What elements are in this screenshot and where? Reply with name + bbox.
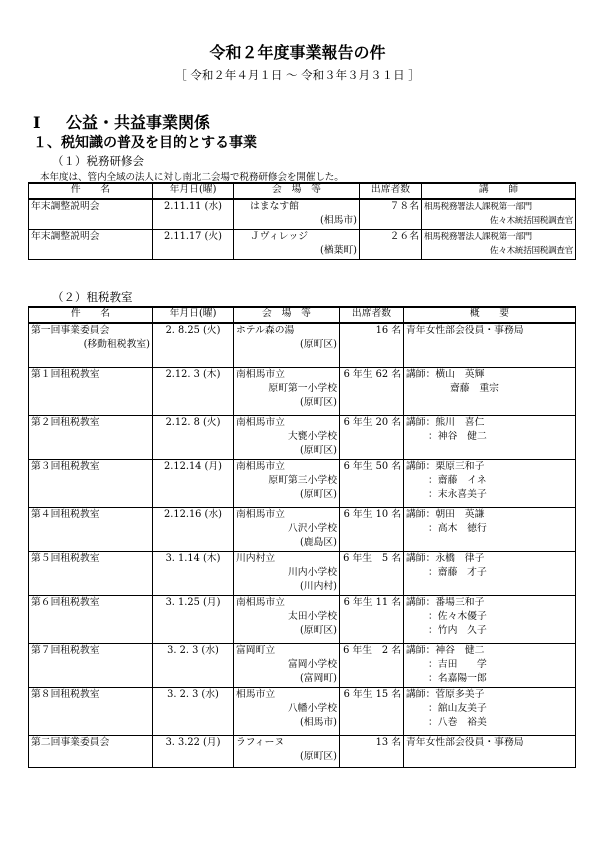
venue-name: 富岡町立 <box>236 644 276 656</box>
event-name: 第二回事業委員会 <box>31 736 110 748</box>
cell-count: 6 年生 62 名 <box>340 367 404 415</box>
cell-count: 16 名 <box>340 323 404 367</box>
venue-area: (原町区) <box>299 444 337 456</box>
cell-venue <box>234 507 340 551</box>
summary-line-3: ：八巻 裕美 <box>428 716 487 728</box>
summary-line-3: ：竹内 久子 <box>428 624 487 636</box>
cell-name <box>29 367 153 415</box>
cell-date: 2.11.11 (水) <box>153 199 234 229</box>
venue-school: 原町第一小学校 <box>268 382 337 394</box>
cell-summary <box>404 551 576 595</box>
table-header-row <box>29 307 576 323</box>
cell-summary <box>404 643 576 687</box>
summary-line-1: 講師：熊川 喜仁 <box>406 416 485 428</box>
cell-venue <box>234 323 340 367</box>
cell-date: 2.12.14 (月) <box>153 459 234 507</box>
header-count: 出席者数 <box>340 307 404 323</box>
venue-school: 大甕小学校 <box>288 430 337 442</box>
header-count: 出席者数 <box>360 183 422 199</box>
cell-date: 3. 2. 3 (水) <box>153 643 234 687</box>
cell-lecturer <box>422 199 576 229</box>
table-row <box>29 551 576 595</box>
cell-summary <box>404 415 576 459</box>
table-row <box>29 735 576 767</box>
venue-area: (富岡町) <box>299 672 337 684</box>
venue-area: (楢葉町) <box>319 244 357 256</box>
cell-summary <box>404 367 576 415</box>
cell-venue <box>234 367 340 415</box>
venue-name: Ｊヴィレッジ <box>250 230 309 242</box>
cell-venue <box>234 459 340 507</box>
venue-name: 相馬市立 <box>236 688 276 700</box>
cell-count: ７８名 <box>360 199 422 229</box>
cell-date: 2.12. 3 (木) <box>153 367 234 415</box>
summary-line-3: ：名嘉陽一郎 <box>428 672 487 684</box>
summary-line-1: 講師：神谷 健二 <box>406 644 485 656</box>
summary-line-2: ：齋藤 才子 <box>428 566 487 578</box>
cell-date: 2.12.16 (水) <box>153 507 234 551</box>
cell-date: 2.11.17 (火) <box>153 229 234 259</box>
cell-count: 6 年生 2 名 <box>340 643 404 687</box>
venue-area: (相馬市) <box>299 716 337 728</box>
venue-name: 南相馬市立 <box>236 508 285 520</box>
cell-summary <box>404 323 576 367</box>
lecturer-title: 佐々木統括国税調査官 <box>490 245 573 256</box>
section-heading-1 <box>33 110 210 133</box>
cell-name <box>29 687 153 735</box>
venue-school: 原町第三小学校 <box>268 474 337 486</box>
event-name: 第７回租税教室 <box>31 644 100 656</box>
table-row <box>29 507 576 551</box>
header-lecturer: 講 師 <box>422 183 576 199</box>
venue-area: (原町区) <box>299 396 337 408</box>
venue-name: 南相馬市立 <box>236 596 285 608</box>
venue-name: 南相馬市立 <box>236 460 285 472</box>
venue-school: 八幡小学校 <box>288 702 337 714</box>
cell-summary <box>404 507 576 551</box>
summary-line-3: ：末永喜美子 <box>428 488 487 500</box>
summary-line-2: ：神谷 健二 <box>428 430 487 442</box>
item-heading-tax-class: （２）租税教室 <box>52 290 133 304</box>
venue-area: (原町区) <box>299 624 337 636</box>
event-name: 第８回租税教室 <box>31 688 100 700</box>
cell-summary <box>404 595 576 643</box>
cell-date: 3. 3.22 (月) <box>153 735 234 767</box>
summary-line-1: 講師：永橋 律子 <box>406 552 485 564</box>
cell-name <box>29 551 153 595</box>
table-row <box>29 367 576 415</box>
cell-count: ２６名 <box>360 229 422 259</box>
cell-name: 年末調整説明会 <box>29 199 153 229</box>
cell-venue <box>234 687 340 735</box>
summary-line-2: 齋藤 重宗 <box>450 382 499 394</box>
seminar-note: 本年度は、管内全域の法人に対し南北二会場で税務研修会を開催した。 <box>40 172 344 183</box>
venue-area: (原町区) <box>299 339 337 350</box>
summary-line-1: 講師：菅原多美子 <box>406 688 485 700</box>
seminar-table <box>28 182 576 260</box>
cell-date: 3. 1.14 (木) <box>153 551 234 595</box>
cell-venue <box>234 229 360 259</box>
cell-count: 6 年生 15 名 <box>340 687 404 735</box>
lecturer-office: 相馬税務署法人課税第一部門 <box>424 202 532 212</box>
cell-summary <box>404 459 576 507</box>
event-name: 第５回租税教室 <box>31 552 100 564</box>
summary-line-1: 講師：横山 英輝 <box>406 368 485 380</box>
cell-count: 6 年生 11 名 <box>340 595 404 643</box>
section-label: 公益・共益事業関係 <box>66 113 211 132</box>
summary-line-1: 青年女性部会役員・事務局 <box>406 325 524 336</box>
cell-venue <box>234 735 340 767</box>
venue-name: 川内村立 <box>236 552 276 564</box>
summary-line-2: ：舘山友美子 <box>428 702 487 714</box>
cell-venue <box>234 415 340 459</box>
cell-name <box>29 595 153 643</box>
header-venue: 会 場 等 <box>234 183 360 199</box>
table-row <box>29 323 576 367</box>
item-heading-seminar: （１）税務研修会 <box>52 154 144 168</box>
summary-line-2: ：高木 徳行 <box>428 522 487 534</box>
summary-line-1: 講師：番場三和子 <box>406 596 485 608</box>
venue-school: 富岡小学校 <box>288 658 337 670</box>
table-row <box>29 459 576 507</box>
venue-area: (相馬市) <box>319 215 357 226</box>
cell-summary <box>404 687 576 735</box>
cell-count: 6 年生 5 名 <box>340 551 404 595</box>
table-row <box>29 229 576 259</box>
venue-school: 八沢小学校 <box>288 522 337 534</box>
event-name: 第４回租税教室 <box>31 508 100 520</box>
venue-name: ラフィーヌ <box>236 736 285 748</box>
header-date: 年月日(曜) <box>153 307 234 323</box>
cell-lecturer <box>422 229 576 259</box>
lecturer-office: 相馬税務署法人課税第一部門 <box>424 231 532 242</box>
cell-summary <box>404 735 576 767</box>
venue-school: 川内小学校 <box>288 566 337 578</box>
cell-count: 6 年生 50 名 <box>340 459 404 507</box>
tax-class-table <box>28 306 576 768</box>
cell-name <box>29 323 153 367</box>
lecturer-title: 佐々木統括国税調査官 <box>490 216 573 226</box>
subsection-heading: １、税知識の普及を目的とする事業 <box>33 135 257 151</box>
table-row <box>29 595 576 643</box>
cell-date: 3. 2. 3 (水) <box>153 687 234 735</box>
table-row <box>29 415 576 459</box>
cell-name <box>29 415 153 459</box>
cell-name <box>29 459 153 507</box>
venue-name: はまなす館 <box>250 201 299 212</box>
summary-line-2: ：吉田 学 <box>428 658 487 670</box>
cell-venue <box>234 551 340 595</box>
venue-name: 南相馬市立 <box>236 416 285 428</box>
document-title: 令和２年度事業報告の件 <box>209 43 386 62</box>
venue-area: (原町区) <box>299 750 337 762</box>
event-name: 第２回租税教室 <box>31 416 100 428</box>
venue-name: ホテル森の湯 <box>236 325 295 336</box>
venue-name: 南相馬市立 <box>236 368 285 380</box>
event-name: 第１回租税教室 <box>31 368 100 380</box>
cell-name <box>29 735 153 767</box>
fiscal-period: ［ 令和２年４月１日 ～ 令和３年３月３１日 ］ <box>175 68 420 82</box>
event-name: 第一回事業委員会 <box>31 325 110 336</box>
cell-venue <box>234 199 360 229</box>
summary-line-2: ：佐々木優子 <box>428 610 487 622</box>
cell-date: 3. 1.25 (月) <box>153 595 234 643</box>
table-row <box>29 687 576 735</box>
table-row <box>29 643 576 687</box>
cell-count: 13 名 <box>340 735 404 767</box>
cell-venue <box>234 643 340 687</box>
venue-area: (原町区) <box>299 488 337 500</box>
cell-venue <box>234 595 340 643</box>
section-number: Ⅰ <box>33 113 41 132</box>
header-name: 件 名 <box>29 183 153 199</box>
venue-area: (鹿島区) <box>299 536 337 548</box>
header-name: 件 名 <box>29 307 153 323</box>
cell-date: 2. 8.25 (火) <box>153 323 234 367</box>
table-header-row <box>29 183 576 199</box>
summary-line-1: 青年女性部会役員・事務局 <box>406 736 524 748</box>
cell-name <box>29 643 153 687</box>
cell-name <box>29 507 153 551</box>
event-subname: (移動租税教室) <box>83 339 150 350</box>
event-name: 第６回租税教室 <box>31 596 100 608</box>
cell-count: 6 年生 20 名 <box>340 415 404 459</box>
header-date: 年月日(曜) <box>153 183 234 199</box>
table-row <box>29 199 576 229</box>
venue-school: 太田小学校 <box>288 610 337 622</box>
cell-date: 2.12. 8 (火) <box>153 415 234 459</box>
summary-line-1: 講師：栗原三和子 <box>406 460 485 472</box>
event-name: 第３回租税教室 <box>31 460 100 472</box>
summary-line-2: ：齋藤 イネ <box>428 474 487 486</box>
cell-name: 年末調整説明会 <box>29 229 153 259</box>
venue-area: (川内村) <box>299 580 337 592</box>
summary-line-1: 講師：朝田 英謙 <box>406 508 485 520</box>
header-summary: 概 要 <box>404 307 576 323</box>
header-venue: 会 場 等 <box>234 307 340 323</box>
cell-count: 6 年生 10 名 <box>340 507 404 551</box>
